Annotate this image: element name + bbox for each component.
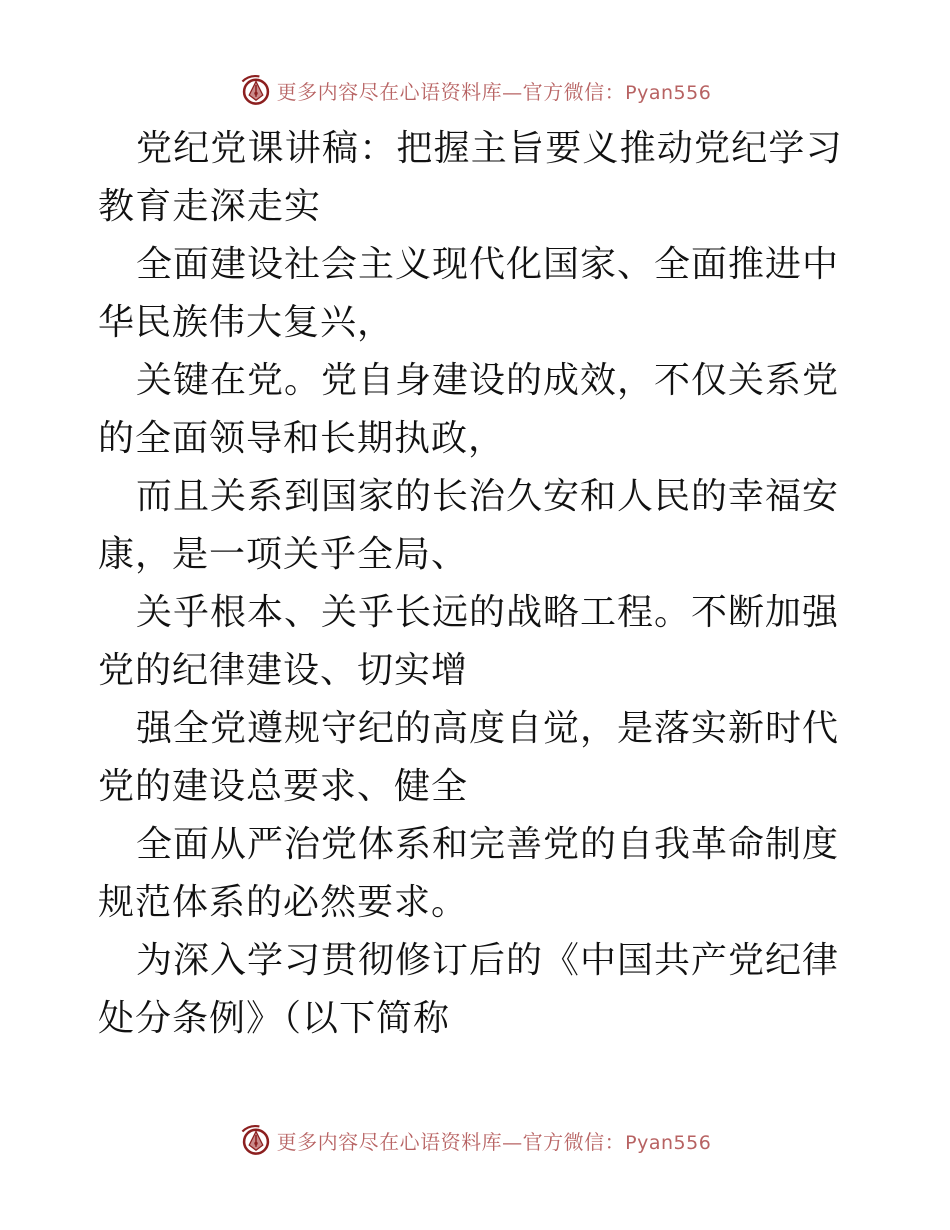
paragraph-3: 而且关系到国家的长治久安和人民的幸福安康，是一项关乎全局、 [98, 476, 840, 575]
header-banner [0, 70, 950, 110]
footer-banner [0, 1120, 950, 1160]
wechat-id: Pyan556 [625, 1131, 712, 1154]
banner-text: 更多内容尽在心语资料库—官方微信：Pyan556 [276, 79, 712, 104]
banner-text: 更多内容尽在心语资料库—官方微信：Pyan556 [276, 1129, 712, 1154]
paragraph-1: 全面建设社会主义现代化国家、全面推进中华民族伟大复兴， [98, 244, 840, 343]
wechat-id: Pyan556 [625, 81, 712, 104]
paragraph-5: 强全党遵规守纪的高度自觉，是落实新时代党的建设总要求、健全 [98, 708, 840, 807]
paragraph-2: 关键在党。党自身建设的成效，不仅关系党的全面领导和长期执政， [98, 360, 840, 459]
document-body [98, 120, 858, 1048]
paragraph-4: 关乎根本、关乎长远的战略工程。不断加强党的纪律建设、切实增 [98, 592, 840, 691]
pen-nib-logo-icon [239, 1123, 273, 1157]
document-title: 党纪党课讲稿：把握主旨要义推动党纪学习教育走深走实 [98, 128, 843, 227]
pen-nib-logo-icon [239, 73, 273, 107]
paragraph-6: 全面从严治党体系和完善党的自我革命制度规范体系的必然要求。 [98, 824, 840, 923]
paragraph-7: 为深入学习贯彻修订后的《中国共产党纪律处分条例》（以下简称 [98, 940, 840, 1039]
